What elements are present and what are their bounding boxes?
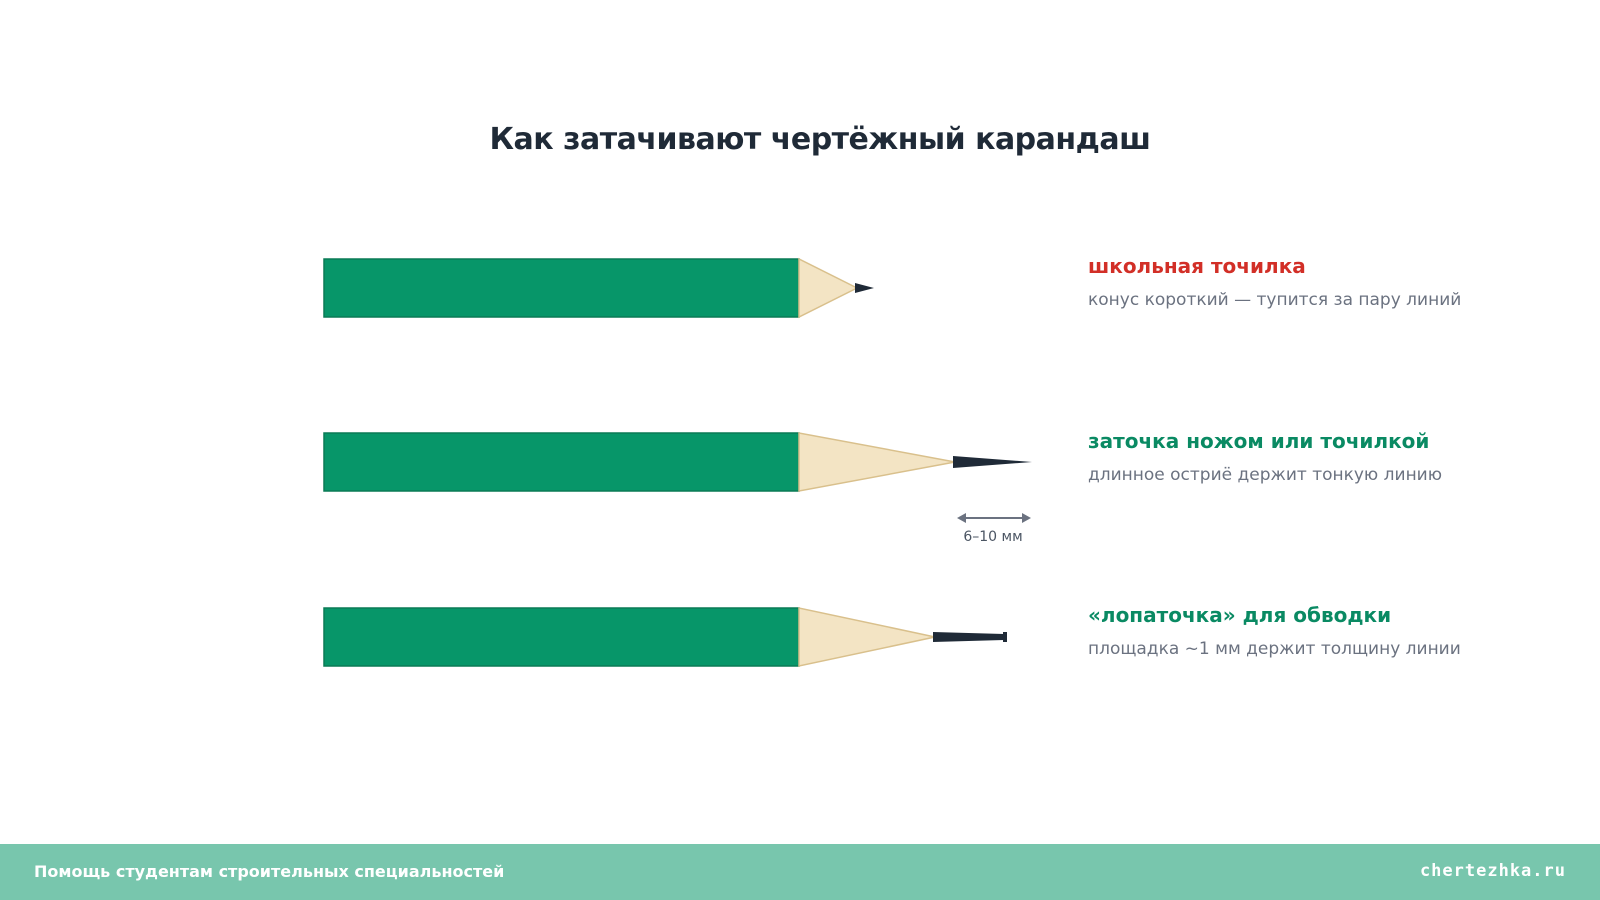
spatula-end (1003, 632, 1007, 642)
pencil-wood-cone (799, 608, 935, 666)
pencil-body (324, 433, 799, 491)
pencil-body (324, 608, 799, 666)
pencil-spatula (324, 608, 1007, 666)
dimension-arrow (957, 513, 1031, 545)
pencil-lead-tip (855, 283, 874, 293)
row-2-description: длинное остриё держит тонкую линию (1088, 465, 1443, 485)
footer-site-link[interactable]: chertezhka.ru (1419, 861, 1566, 881)
arrow-left-head (957, 513, 966, 523)
arrow-right-head (1022, 513, 1031, 523)
pencil-lead-spatula (933, 632, 1004, 642)
row-3-label: «лопаточка» для обводки (1088, 603, 1392, 627)
row-3-description: площадка ~1 мм держит толщину линии (1088, 639, 1461, 659)
pencil-wood-cone (799, 259, 857, 317)
pencil-body (324, 259, 799, 317)
pencil-school-sharpener (324, 259, 874, 317)
row-1-description: конус короткий — тупится за пару линий (1088, 290, 1462, 310)
pencil-lead-tip (953, 456, 1032, 468)
footer-bar (0, 844, 1600, 900)
pencil-wood-cone (799, 433, 955, 491)
pencil-knife-sharpened (324, 433, 1032, 491)
dimension-label: 6–10 мм (963, 529, 1023, 545)
page-title: Как затачивают чертёжный карандаш (489, 122, 1151, 157)
footer-tagline: Помощь студентам строительных специальностей (34, 862, 505, 881)
row-2-label: заточка ножом или точилкой (1088, 429, 1430, 453)
row-1-label: школьная точилка (1088, 254, 1306, 278)
